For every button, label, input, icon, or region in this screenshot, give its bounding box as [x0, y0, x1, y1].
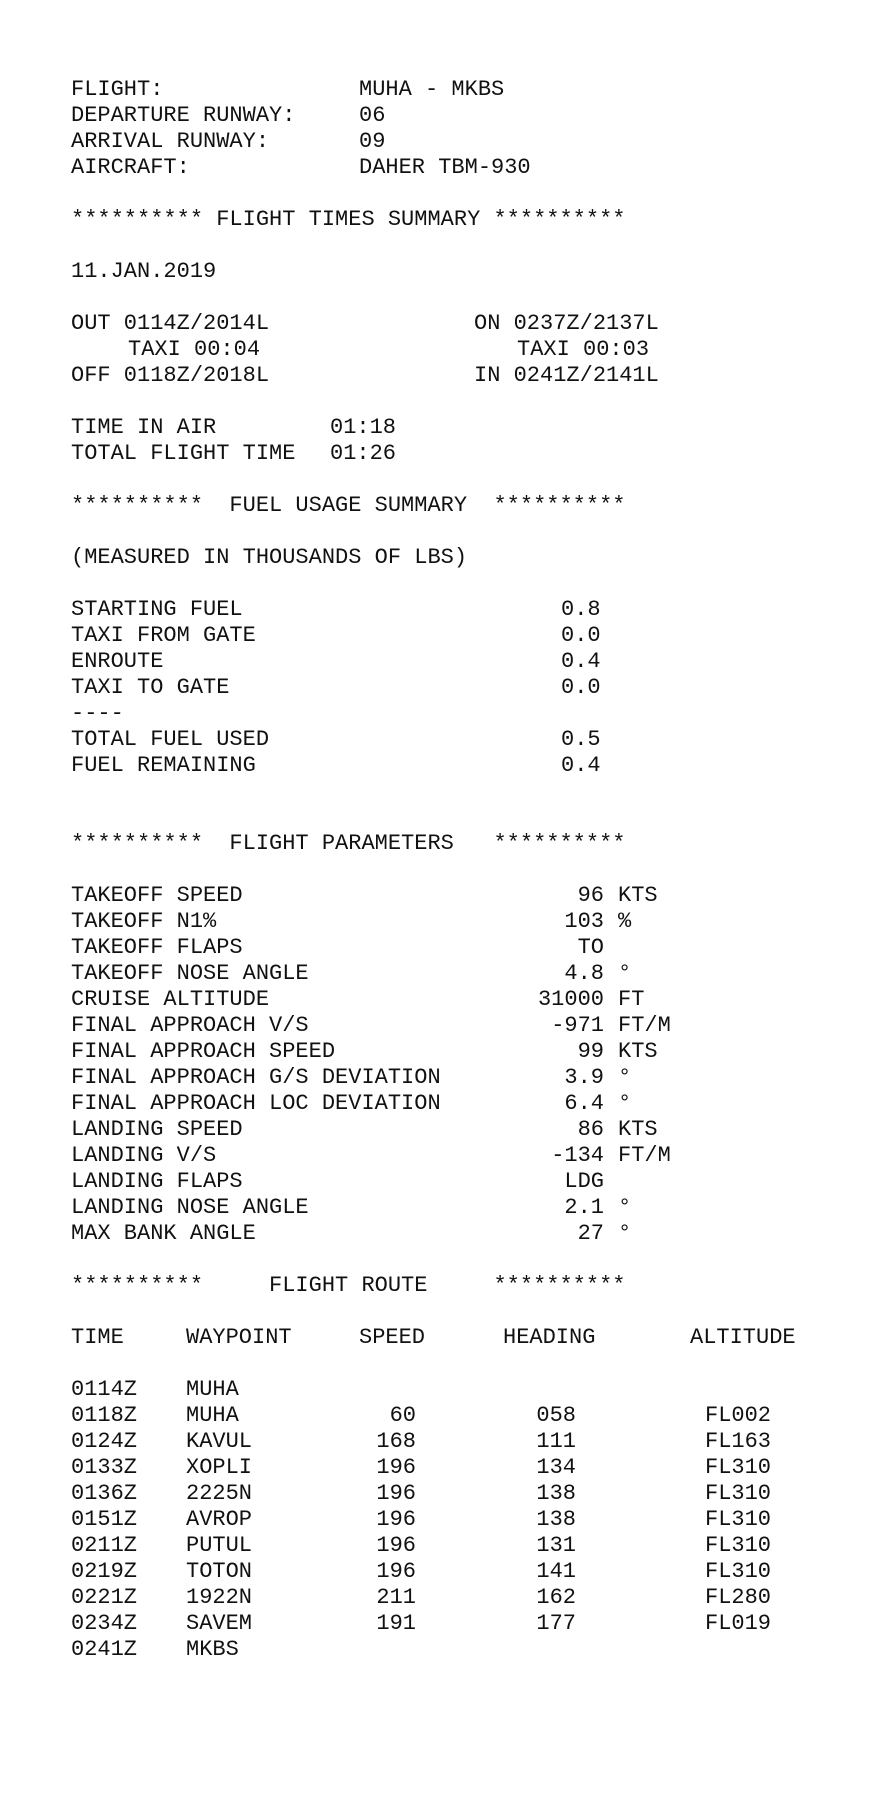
param-unit: FT/M	[618, 1013, 671, 1038]
param-label: TAKEOFF NOSE ANGLE	[71, 961, 309, 986]
route-speed: 196	[376, 1533, 416, 1558]
route-waypoint: MKBS	[186, 1637, 239, 1662]
param-value: -971	[551, 1013, 604, 1038]
fuel-banner-row	[0, 493, 626, 519]
param-label: FINAL APPROACH SPEED	[71, 1039, 336, 1064]
param-value: 103	[564, 909, 604, 934]
param-label: FINAL APPROACH V/S	[71, 1013, 309, 1038]
route-waypoint: TOTON	[186, 1559, 253, 1584]
route-altitude: FL310	[705, 1481, 772, 1506]
route-waypoint: SAVEM	[186, 1611, 253, 1636]
param-label: FINAL APPROACH LOC DEVIATION	[71, 1091, 441, 1116]
route-header-altitude: ALTITUDE	[690, 1325, 796, 1350]
param-unit: KTS	[618, 1117, 658, 1142]
fuel-item-value: 0.0	[561, 675, 601, 700]
out-time: OUT 0114Z/2014L	[71, 311, 270, 336]
fuel-total-label: FUEL REMAINING	[71, 753, 256, 778]
route-heading: 058	[536, 1403, 576, 1428]
param-label: TAKEOFF FLAPS	[71, 935, 243, 960]
aircraft-label: AIRCRAFT:	[71, 155, 190, 180]
time-in-air-label: TIME IN AIR	[71, 415, 217, 440]
param-label: CRUISE ALTITUDE	[71, 987, 270, 1012]
param-value: 6.4	[564, 1091, 604, 1116]
off-in-row	[0, 363, 659, 389]
departure-runway-value: 06	[359, 103, 386, 128]
flight-label: FLIGHT:	[71, 77, 164, 102]
params-banner: ********** FLIGHT PARAMETERS **********	[71, 831, 626, 856]
taxi-in-time: TAXI 00:03	[517, 337, 650, 362]
route-altitude: FL163	[705, 1429, 772, 1454]
fuel-separator: ----	[71, 701, 124, 726]
param-label: LANDING FLAPS	[71, 1169, 243, 1194]
route-altitude: FL280	[705, 1585, 772, 1610]
route-time: 0211Z	[71, 1533, 138, 1558]
route-speed: 168	[376, 1429, 416, 1454]
route-time: 0221Z	[71, 1585, 138, 1610]
route-time: 0241Z	[71, 1637, 138, 1662]
arrival-runway-value: 09	[359, 129, 386, 154]
route-speed: 196	[376, 1455, 416, 1480]
param-value: 31000	[537, 987, 604, 1012]
param-label: FINAL APPROACH G/S DEVIATION	[71, 1065, 441, 1090]
param-unit: °	[618, 961, 632, 986]
route-waypoint: AVROP	[186, 1507, 253, 1532]
fuel-note: (MEASURED IN THOUSANDS OF LBS)	[71, 545, 468, 570]
route-altitude: FL002	[705, 1403, 772, 1428]
fuel-item-label: ENROUTE	[71, 649, 164, 674]
param-unit: %	[618, 909, 632, 934]
param-value: 4.8	[564, 961, 604, 986]
param-label: TAKEOFF SPEED	[71, 883, 243, 908]
param-value: 3.9	[564, 1065, 604, 1090]
route-banner-row	[0, 1273, 626, 1299]
route-heading: 177	[536, 1611, 576, 1636]
route-header-waypoint: WAYPOINT	[186, 1325, 292, 1350]
route-altitude: FL310	[705, 1507, 772, 1532]
route-heading: 138	[536, 1507, 576, 1532]
route-altitude: FL310	[705, 1559, 772, 1584]
route-waypoint: MUHA	[186, 1403, 239, 1428]
route-waypoint: KAVUL	[186, 1429, 253, 1454]
route-waypoint: 2225N	[186, 1481, 253, 1506]
param-label: LANDING NOSE ANGLE	[71, 1195, 309, 1220]
param-value: 96	[577, 883, 604, 908]
route-time: 0118Z	[71, 1403, 138, 1428]
param-value: 86	[577, 1117, 604, 1142]
param-label: MAX BANK ANGLE	[71, 1221, 256, 1246]
route-speed: 196	[376, 1559, 416, 1584]
total-flight-time-label: TOTAL FLIGHT TIME	[71, 441, 296, 466]
param-unit: °	[618, 1195, 632, 1220]
route-heading: 111	[536, 1429, 576, 1454]
off-time: OFF 0118Z/2018L	[71, 363, 270, 388]
param-unit: FT/M	[618, 1143, 671, 1168]
param-value: LDG	[564, 1169, 604, 1194]
route-waypoint: 1922N	[186, 1585, 253, 1610]
departure-runway-label: DEPARTURE RUNWAY:	[71, 103, 296, 128]
route-header-speed: SPEED	[359, 1325, 426, 1350]
route-speed: 196	[376, 1481, 416, 1506]
fuel-note-row	[0, 545, 468, 571]
arrival-runway-label: ARRIVAL RUNWAY:	[71, 129, 270, 154]
taxi-out-time: TAXI 00:04	[128, 337, 261, 362]
date-row	[0, 259, 217, 285]
fuel-item-label: STARTING FUEL	[71, 597, 243, 622]
param-unit: FT	[618, 987, 645, 1012]
route-header-heading: HEADING	[503, 1325, 596, 1350]
param-value: 99	[577, 1039, 604, 1064]
route-heading: 134	[536, 1455, 576, 1480]
route-waypoint: PUTUL	[186, 1533, 253, 1558]
param-value: 2.1	[564, 1195, 604, 1220]
fuel-total-value: 0.4	[561, 753, 601, 778]
route-heading: 131	[536, 1533, 576, 1558]
total-flight-time-value: 01:26	[330, 441, 397, 466]
route-speed: 196	[376, 1507, 416, 1532]
times-banner: ********** FLIGHT TIMES SUMMARY **********	[71, 207, 626, 232]
fuel-total-label: TOTAL FUEL USED	[71, 727, 270, 752]
flight-row	[0, 77, 505, 103]
param-value: 27	[577, 1221, 604, 1246]
route-time: 0234Z	[71, 1611, 138, 1636]
param-label: TAKEOFF N1%	[71, 909, 217, 934]
fuel-banner: ********** FUEL USAGE SUMMARY **********	[71, 493, 626, 518]
route-altitude: FL019	[705, 1611, 772, 1636]
param-value: -134	[551, 1143, 604, 1168]
time-in-air-row	[0, 415, 397, 441]
fuel-item-label: TAXI TO GATE	[71, 675, 230, 700]
total-flight-time-row	[0, 441, 397, 467]
departure-runway-row	[0, 103, 386, 129]
route-time: 0114Z	[71, 1377, 138, 1402]
route-heading: 162	[536, 1585, 576, 1610]
route-time: 0124Z	[71, 1429, 138, 1454]
route-speed: 211	[376, 1585, 416, 1610]
arrival-runway-row	[0, 129, 386, 155]
param-unit: KTS	[618, 1039, 658, 1064]
route-heading: 141	[536, 1559, 576, 1584]
aircraft-row	[0, 155, 531, 181]
param-unit: KTS	[618, 883, 658, 908]
route-speed: 191	[376, 1611, 416, 1636]
route-banner: ********** FLIGHT ROUTE **********	[71, 1273, 626, 1298]
fuel-item-label: TAXI FROM GATE	[71, 623, 256, 648]
route-time: 0219Z	[71, 1559, 138, 1584]
fuel-separator-row	[0, 701, 124, 727]
aircraft-value: DAHER TBM-930	[359, 155, 531, 180]
route-time: 0133Z	[71, 1455, 138, 1480]
on-time: ON 0237Z/2137L	[474, 311, 659, 336]
param-value: TO	[577, 935, 604, 960]
route-altitude: FL310	[705, 1455, 772, 1480]
route-altitude: FL310	[705, 1533, 772, 1558]
param-unit: °	[618, 1065, 632, 1090]
param-unit: °	[618, 1221, 632, 1246]
flight-date: 11.JAN.2019	[71, 259, 217, 284]
in-time: IN 0241Z/2141L	[474, 363, 659, 388]
route-heading: 138	[536, 1481, 576, 1506]
time-in-air-value: 01:18	[330, 415, 397, 440]
fuel-item-value: 0.8	[561, 597, 601, 622]
route-waypoint: XOPLI	[186, 1455, 253, 1480]
route-time: 0151Z	[71, 1507, 138, 1532]
route-header-time: TIME	[71, 1325, 124, 1350]
fuel-total-value: 0.5	[561, 727, 601, 752]
route-header-row	[0, 1325, 796, 1351]
flight-value: MUHA - MKBS	[359, 77, 505, 102]
out-on-row	[0, 311, 659, 337]
param-label: LANDING V/S	[71, 1143, 217, 1168]
fuel-item-value: 0.4	[561, 649, 601, 674]
taxi-row	[0, 337, 650, 363]
route-speed: 60	[389, 1403, 416, 1428]
fuel-item-value: 0.0	[561, 623, 601, 648]
param-unit: °	[618, 1091, 632, 1116]
param-label: LANDING SPEED	[71, 1117, 243, 1142]
route-waypoint: MUHA	[186, 1377, 239, 1402]
params-banner-row	[0, 831, 626, 857]
route-time: 0136Z	[71, 1481, 138, 1506]
times-banner-row	[0, 207, 626, 233]
